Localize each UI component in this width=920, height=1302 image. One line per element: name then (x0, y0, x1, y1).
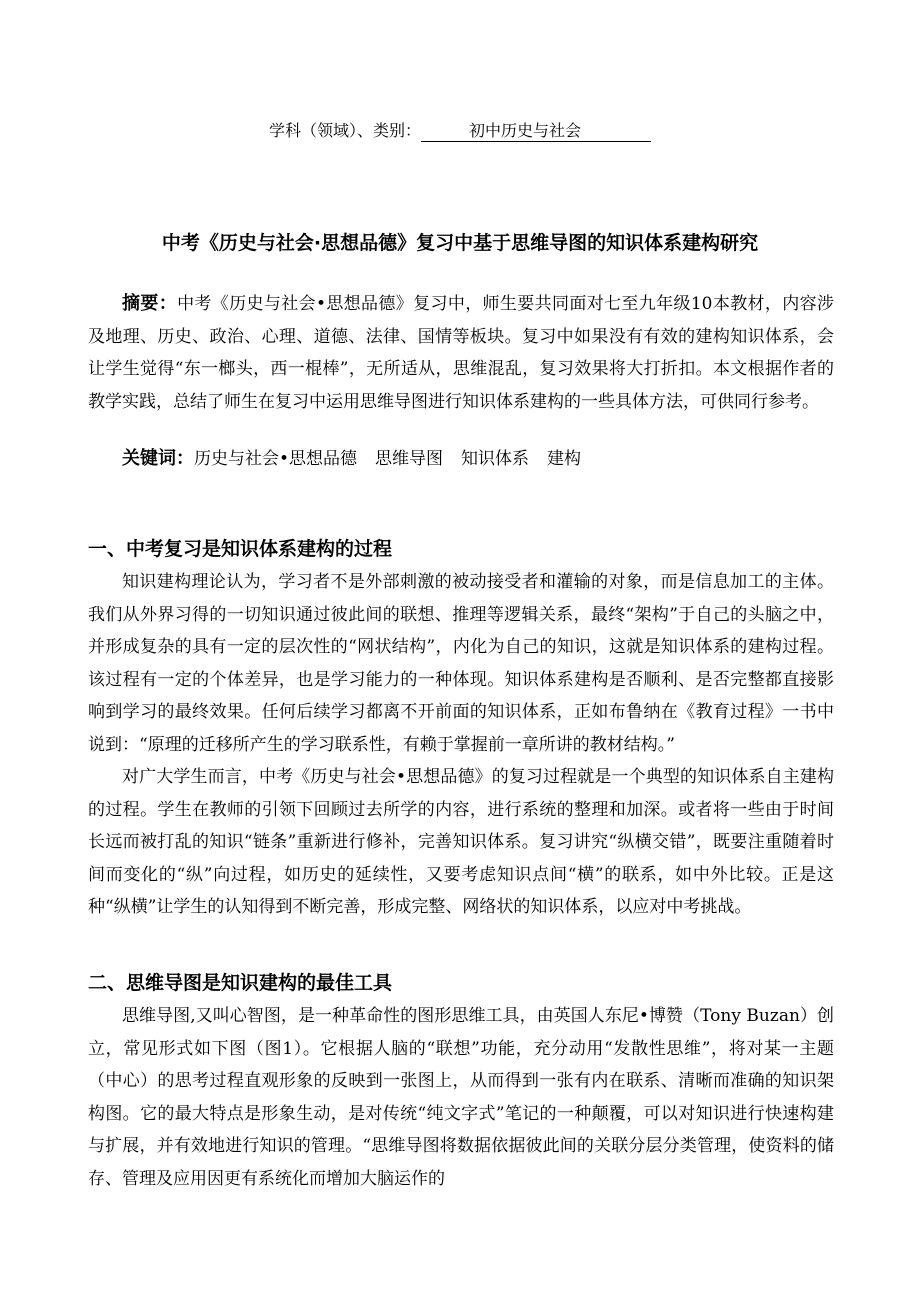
keyword: 思维导图 (375, 449, 444, 469)
section-1-heading: 一、中考复习是知识体系建构的过程 (88, 538, 393, 560)
paper-title: 中考《历史与社会·思想品德》复习中基于思维导图的知识体系建构研究 (161, 232, 759, 254)
section-1 (88, 532, 834, 924)
keywords (88, 443, 834, 476)
paragraph: 对广大学生而言，中考《历史与社会•思想品德》的复习过程就是一个典型的知识体系自主建构的过程。学生在教师的引领下回顾过去所学的内容，进行系统的整理和加深。或者将一些由于时间长远而被打乱的知识“链条”重新进行修补，完善知识体系。复习讲究“纵横交错”，既要注重随着时间而变化的“纵”向过程，如历史的延续性，又要考虑知识点间“横”的联系，如中外比较。正是这种“纵横”让学生的认知得到不断完善，形成完整、网络状的知识体系，以应对中考挑战。 (88, 767, 834, 917)
keywords-label: 关键词： (122, 448, 194, 469)
abstract (88, 288, 834, 418)
keyword: 知识体系 (461, 449, 530, 469)
abstract-text: 中考《历史与社会•思想品德》复习中，师生要共同面对七至九年级10本教材，内容涉及地理、历史、政治、心理、道德、法律、国情等板块。复习中如果没有有效的建构知识体系，会让学生觉得“东一榔头，西一棍棒”，无所适从，思维混乱，复习效果将大打折扣。本文根据作者的教学实践，总结了师生在复习中运用思维导图进行知识体系建构的一些具体方法，可供同行参考。 (88, 294, 834, 412)
paragraph: 思维导图,又叫心智图，是一种革命性的图形思维工具，由英国人东尼•博赞（Tony Buzan）创立，常见形式如下图（图1）。它根据人脑的“联想”功能，充分动用“发散性思维”，将对某一主题（中心）的思考过程直观形象的反映到一张图上，从而得到一张有内在联系、清晰而准确的知识架构图。它的最大特点是形象生动，是对传统“纯文字式”笔记的一种颠覆，可以对知识进行快速构建与扩展，并有效地进行知识的管理。“思维导图将数据依据彼此间的关联分层分类管理，使资料的储存、管理及应用因更有系统化而增加大脑运作的 (88, 1006, 834, 1189)
subject-value: 初中历史与社会 (421, 121, 651, 142)
keyword: 建构 (547, 449, 582, 469)
abstract-label: 摘要： (122, 293, 178, 314)
section-2 (88, 966, 834, 1195)
keyword: 历史与社会•思想品德 (194, 449, 358, 469)
paragraph: 知识建构理论认为，学习者不是外部刺激的被动接受者和灌输的对象，而是信息加工的主体。我们从外界习得的一切知识通过彼此间的联想、推理等逻辑关系，最终“架构”于自己的头脑之中，并形成复杂的具有一定的层次性的“网状结构”，内化为自己的知识，这就是知识体系的建构过程。该过程有一定的个体差异，也是学习能力的一种体现。知识体系建构是否顺利、是否完整都直接影响到学习的最终效果。任何后续学习都离不开前面的知识体系，正如布鲁纳在《教育过程》一书中说到：“原理的迁移所产生的学习联系性，有赖于掌握前一章所讲的教材结构。” (88, 572, 834, 755)
subject-label: 学科（领域）、类别： (268, 121, 421, 140)
section-2-heading: 二、思维导图是知识建构的最佳工具 (88, 972, 393, 994)
subject-line (0, 120, 920, 142)
